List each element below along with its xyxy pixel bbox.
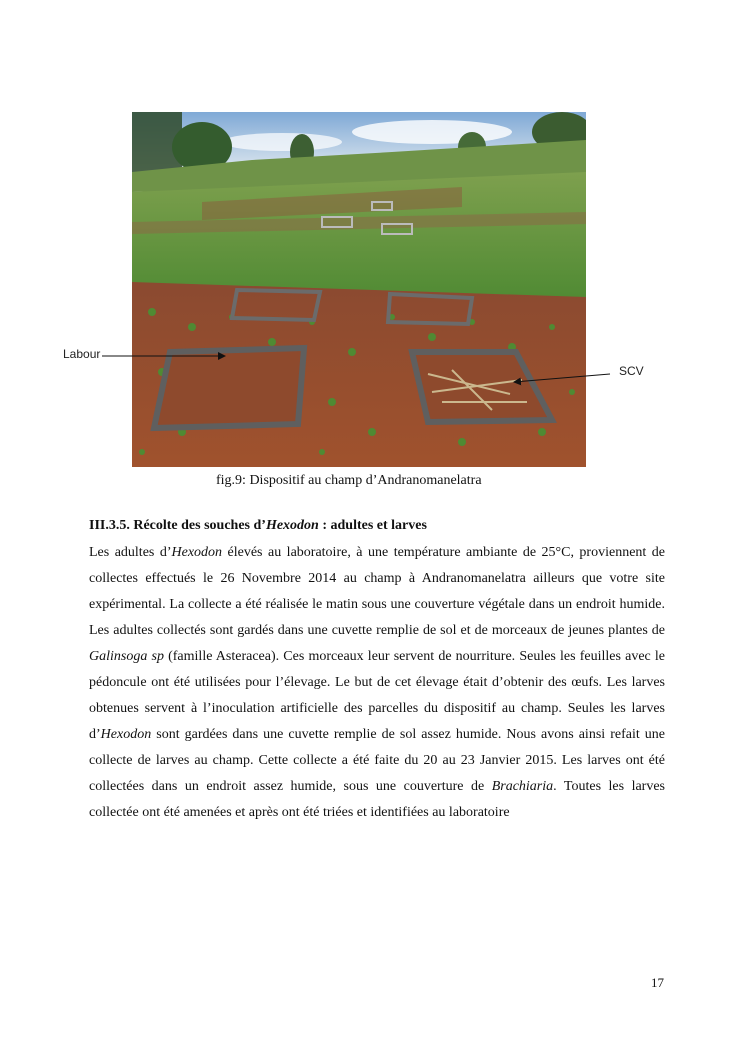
section-heading — [89, 518, 427, 534]
label-scv: SCV — [619, 364, 644, 378]
para-text-1: Les adultes d’ — [89, 545, 172, 560]
heading-text-end: : adultes et larves — [318, 518, 427, 533]
para-italic-galinsoga: Galinsoga sp — [89, 649, 164, 664]
body-paragraph — [89, 540, 665, 826]
para-text-2: élevés au laboratoire, à une température ambiante de 25°C, proviennent de collectes effectués le 26 Novembre 2014 au champ à Andranomanelatra ailleurs que votre site expérimental. La collecte a été réalisée le matin sous une couverture végétale dans un endroit humide. Les adultes collectés sont gardés dans une cuvette remplie de sol et de morceaux de jeunes plantes de — [89, 545, 665, 638]
para-text-5: . Toutes les larves collectée ont été amenées et après ont été triées et identifiées au laboratoire — [89, 779, 666, 820]
para-text-3: (famille Asteracea). Ces morceaux leur servent de nourriture. Seules les feuilles avec le pédoncule ont été utilisées pour l’élevage. Le but de cet élevage était d’obtenir des œufs. Les larves obtenues servent à l’inoculation artificielle des parcelles du dispositif au champ. Seules les larves d’ — [89, 649, 665, 742]
para-italic-hexodon-1: Hexodon — [171, 545, 223, 560]
para-italic-hexodon-2: Hexodon — [100, 727, 152, 742]
page-number: 17 — [651, 975, 664, 990]
figure-caption: fig.9: Dispositif au champ d’Andranomanelatra — [216, 473, 482, 488]
heading-italic: Hexodon — [265, 518, 319, 533]
para-italic-brachiaria: Brachiaria — [491, 779, 554, 794]
para-text-4: sont gardées dans une cuvette remplie de sol assez humide. Nous avons ainsi refait une collecte de larves au champ. Cette collecte a été faite du 20 au 23 Janvier 2015. Les larves ont été collectées dans un endroit assez humide, sous une couverture de — [89, 727, 665, 794]
heading-text-start: III.3.5. Récolte des souches d’ — [89, 518, 266, 533]
label-labour: Labour — [63, 347, 101, 361]
field-photo — [132, 112, 586, 467]
